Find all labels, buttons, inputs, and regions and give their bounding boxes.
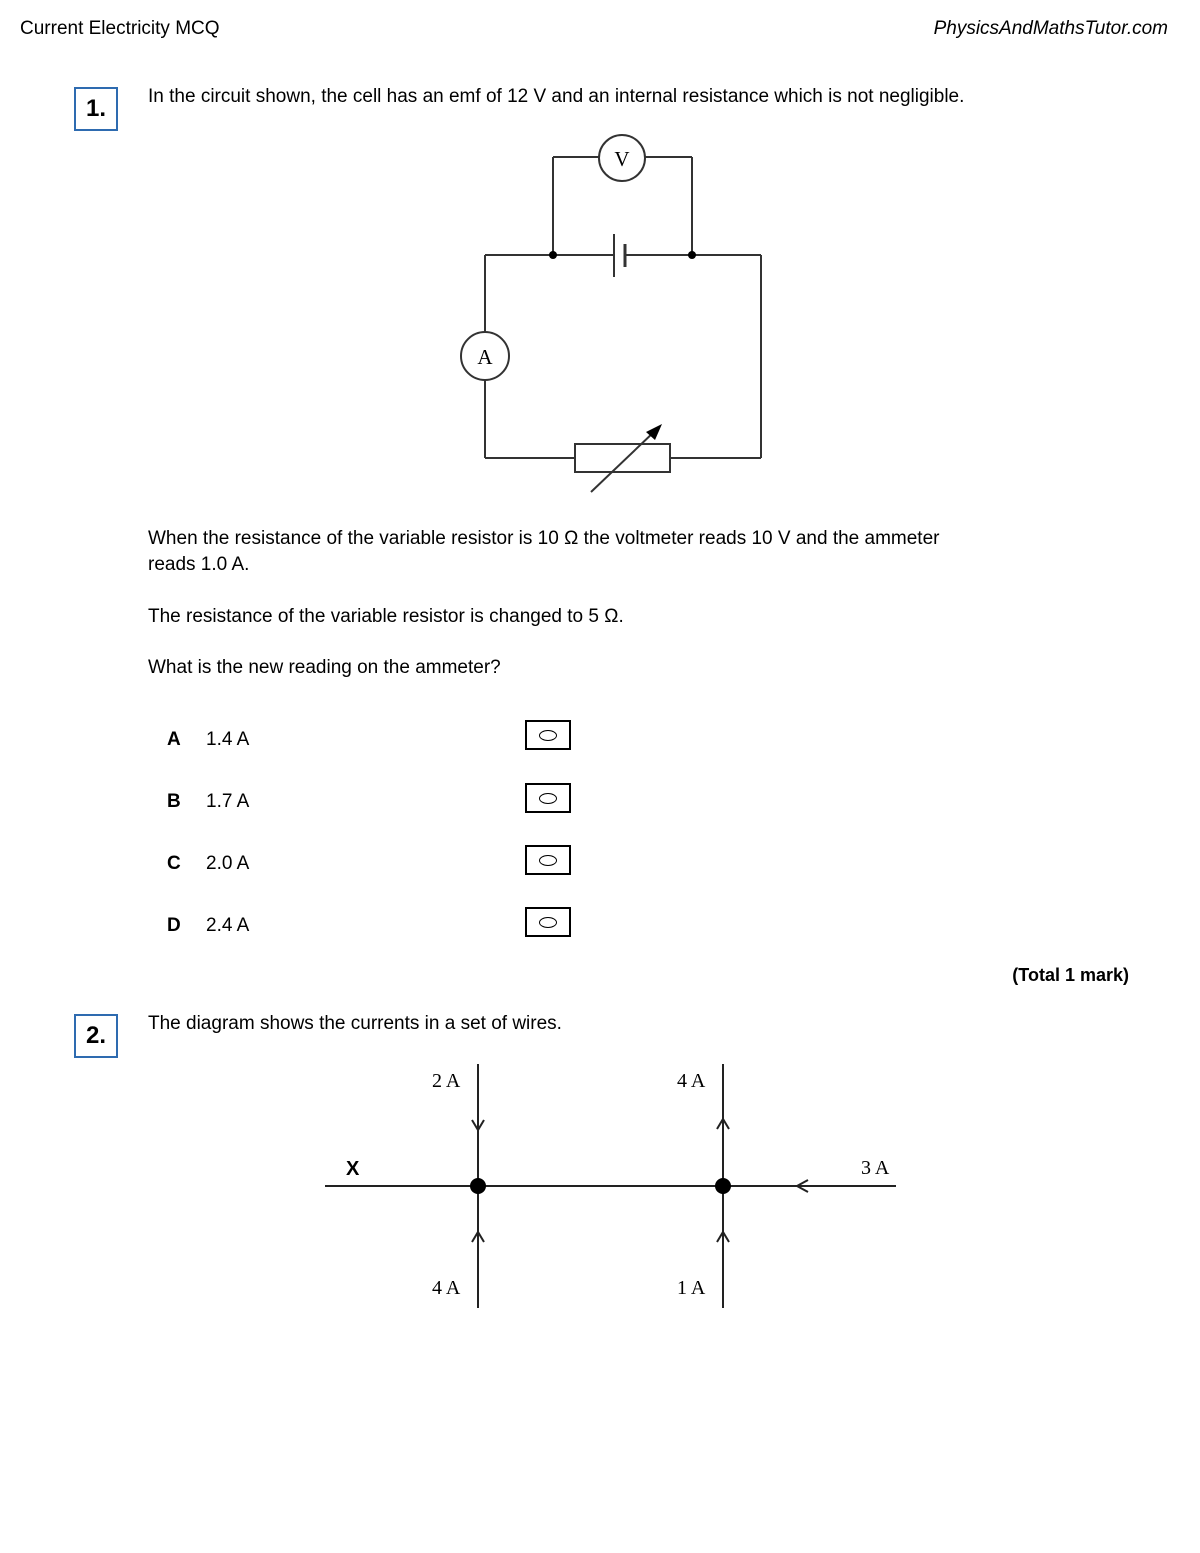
question-2-number: 2. [74, 1014, 118, 1058]
junction-left-node [470, 1178, 486, 1194]
circuit-diagram [0, 0, 1200, 520]
label-right-current: 3 A [861, 1157, 890, 1179]
option-c-checkbox[interactable] [525, 845, 571, 875]
question-1-number: 1. [74, 87, 118, 131]
option-d-oval [539, 917, 557, 928]
site-name: PhysicsAndMathsTutor.com [933, 18, 1168, 39]
ammeter-label: A [477, 345, 493, 369]
option-b-text: 1.7 A [206, 791, 250, 812]
voltmeter-label: V [614, 147, 630, 171]
junction-right [688, 251, 696, 259]
option-c-text: 2.0 A [206, 853, 250, 874]
option-d-text: 2.4 A [206, 915, 250, 936]
currents-diagram [0, 1040, 1200, 1330]
junction-right-node [715, 1178, 731, 1194]
option-a-letter: A [167, 729, 181, 750]
question-1-prompt: What is the new reading on the ammeter? [148, 657, 501, 678]
option-c-oval [539, 855, 557, 866]
variable-resistor [575, 444, 670, 472]
label-bottom-right-current: 1 A [677, 1277, 706, 1299]
question-1-change: The resistance of the variable resistor is changed to 5 Ω. [148, 606, 624, 627]
option-a-text: 1.4 A [206, 729, 250, 750]
question-1-intro: In the circuit shown, the cell has an emf of 12 V and an internal resistance which is not negligible. [148, 86, 965, 107]
option-d-letter: D [167, 915, 181, 936]
option-d-checkbox[interactable] [525, 907, 571, 937]
option-a-checkbox[interactable] [525, 720, 571, 750]
question-2-intro: The diagram shows the currents in a set of wires. [148, 1013, 562, 1034]
document-title: Current Electricity MCQ [20, 18, 220, 39]
question-1-total-marks: (Total 1 mark) [1012, 965, 1129, 985]
option-b-oval [539, 793, 557, 804]
option-b-letter: B [167, 791, 181, 812]
variable-resistor-arrow [591, 430, 656, 492]
label-bottom-left-current: 4 A [432, 1277, 461, 1299]
label-top-right-current: 4 A [677, 1070, 706, 1092]
option-a-oval [539, 730, 557, 741]
question-1-context-line-2: reads 1.0 A. [148, 554, 250, 575]
label-x: X [346, 1158, 360, 1180]
question-1-context-line-1: When the resistance of the variable resistor is 10 Ω the voltmeter reads 10 V and the ammeter [148, 528, 940, 549]
option-c-letter: C [167, 853, 181, 874]
option-b-checkbox[interactable] [525, 783, 571, 813]
label-top-left-current: 2 A [432, 1070, 461, 1092]
junction-left [549, 251, 557, 259]
